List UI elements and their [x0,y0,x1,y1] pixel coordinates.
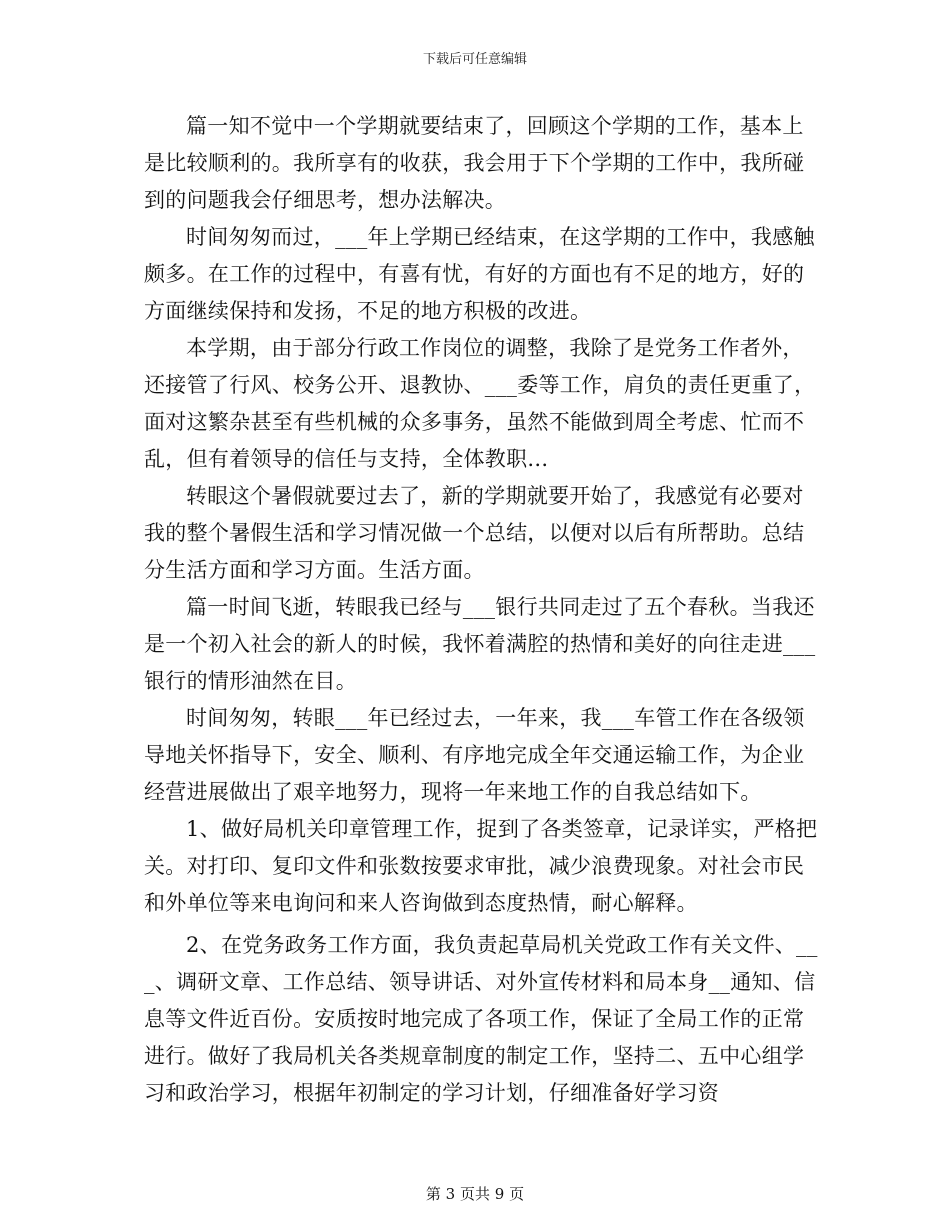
paragraph: 2、在党务政务工作方面，我负责起草局机关党政工作有关文件、___、调研文章、工作总结、领导讲话、对外宣传材料和局本身__通知、信息等文件近百份。安质按时地完成了各项工作，保证了全局工作的正常进行。做好了我局机关各类规章制度的制定工作，坚持二、五中心组学习和政治学习，根据年初制定的学习计划，仔细准备好学习资 [144,933,818,1105]
page-number: 第 3 页共 9 页 [425,1185,525,1203]
paragraph: 时间匆匆而过，___年上学期已经结束，在这学期的工作中，我感触颇多。在工作的过程中，有喜有忧，有好的方面也有不足的地方，好的方面继续保持和发扬，不足的地方积极的改进。 [144,225,815,323]
page-header: 下载后可任意编辑 [422,52,527,67]
paragraph: 篇一时间飞逝，转眼我已经与___银行共同走过了五个春秋。当我还是一个初入社会的新人的时候，我怀着满腔的热情和美好的向往走进___银行的情形油然在目。 [144,595,816,693]
paragraph: 转眼这个暑假就要过去了，新的学期就要开始了，我感觉有必要对我的整个暑假生活和学习情况做一个总结，以便对以后有所帮助。总结分生活方面和学习方面。生活方面。 [144,484,805,582]
paragraph: 时间匆匆，转眼___年已经过去，一年来，我___车管工作在各级领导地关怀指导下，安全、顺利、有序地完成全年交通运输工作，为企业经营进展做出了艰辛地努力，现将一年来地工作的自我总结如下。 [144,706,805,804]
paragraph: 篇一知不觉中一个学期就要结束了，回顾这个学期的工作，基本上是比较顺利的。我所享有的收获，我会用于下个学期的工作中，我所碰到的问题我会仔细思考，想办法解决。 [144,114,805,212]
paragraph: 本学期，由于部分行政工作岗位的调整，我除了是党务工作者外，还接管了行风、校务公开、退教协、___委等工作，肩负的责任更重了，面对这繁杂甚至有些机械的众多事务，虽然不能做到周全考虑、忙而不乱，但有着领导的信任与支持，全体教职... [144,336,816,471]
document-body [144,108,824,1112]
paragraph: 1、做好局机关印章管理工作，捉到了各类签章，记录详实，严格把关。对打印、复印文件和张数按要求审批，减少浪费现象。对社会市民和外单位等来电询问和来人咨询做到态度热情，耐心解释。 [144,817,818,915]
